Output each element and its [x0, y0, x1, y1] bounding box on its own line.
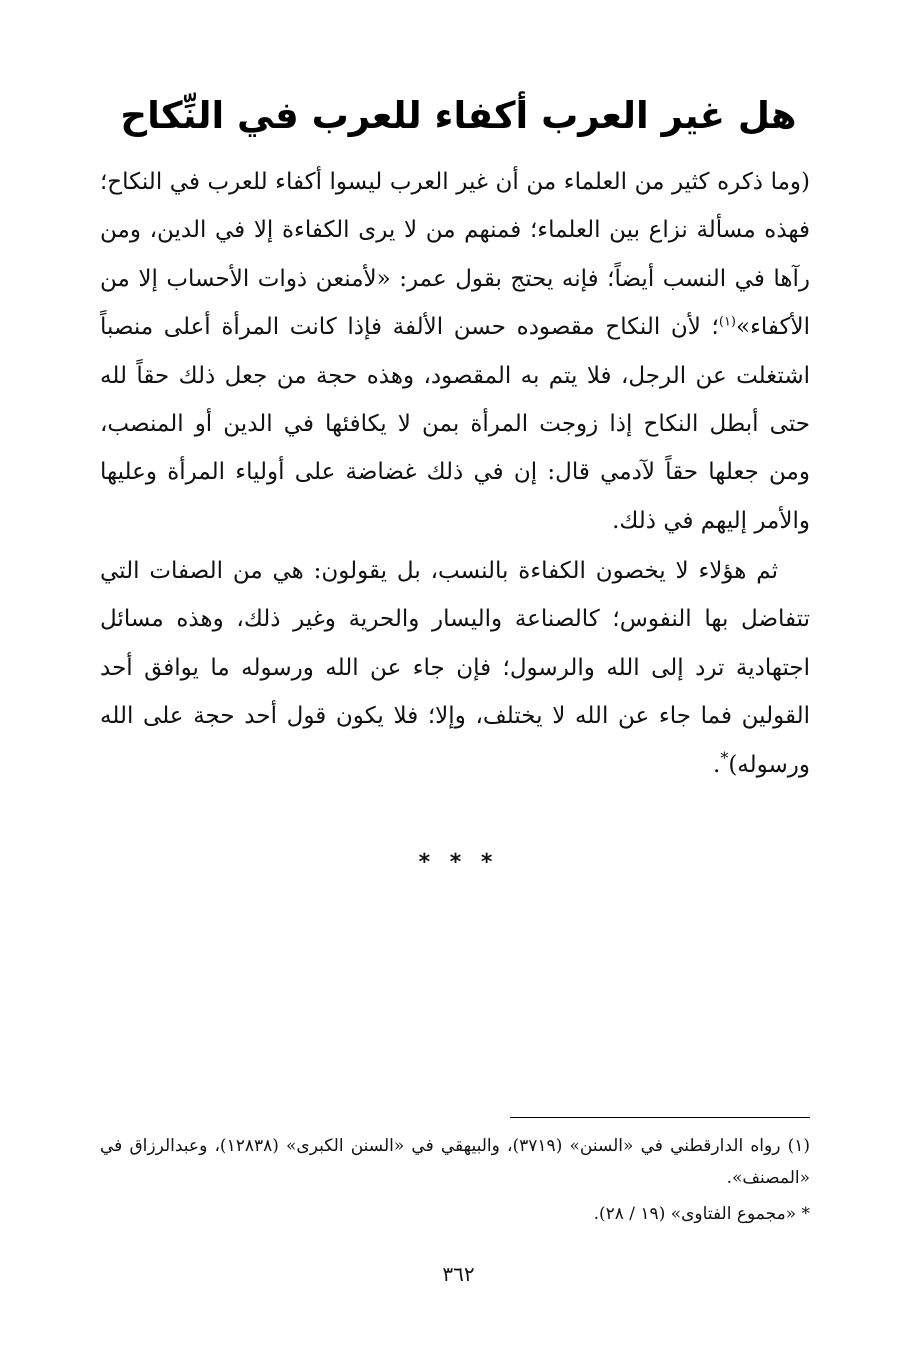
paragraph-1-text-after-ref: ؛ لأن النكاح مقصوده حسن الألفة فإذا كانت المرأة أعلى منصباً اشتغلت عن الرجل، فلا يتم به المقصود، وهذه حجة من جعل ذلك حقاً لله حتى أبطل النكاح إذا زوجت المرأة بمن لا يكافئها في الدين أو المنصب، ومن جعلها حقاً لآدمي قال: إن في ذلك غضاضة على أولياء المرأة وعليها والأمر إليهم في ذلك. [100, 314, 810, 534]
footnote-1: (١) رواه الدارقطني في «السنن» (٣٧١٩)، والبيهقي في «السنن الكبرى» (١٢٨٣٨)، وعبدالرزاق في «المصنف». [100, 1136, 810, 1188]
page-number: ٣٦٢ [442, 1262, 475, 1286]
body-paragraph-2 [100, 547, 810, 789]
footnote-reference-1: (١) [718, 314, 736, 330]
page-title: هل غير العرب أكفاء للعرب في النِّكاح [120, 94, 797, 137]
footnote-star [100, 1198, 810, 1230]
footnote-star-text: «مجموع الفتاوى» (١٩ / ٢٨). [593, 1204, 797, 1224]
body-paragraph-1 [100, 158, 810, 545]
paragraph-1-text-before-ref: (وما ذكره كثير من العلماء من أن غير العرب ليسوا أكفاء للعرب في النكاح؛ فهذه مسألة نزاع بين العلماء؛ فمنهم من لا يرى الكفاءة إلا في الدين، ومن رآها في النسب أيضاً؛ فإنه يحتج بقول عمر: «لأمنعن ذوات الأحساب إلا من الأكفاء» [100, 169, 811, 341]
paragraph-2-text: ثم هؤلاء لا يخصون الكفاءة بالنسب، بل يقولون: هي من الصفات التي تتفاضل بها النفوس؛ كالصناعة واليسار والحرية وغير ذلك، وهذه مسائل اجتهادية ترد إلى الله والرسول؛ فإن جاء عن الله ورسوله ما يوافق أحد القولين فما جاء عن الله لا يختلف، وإلا؛ فلا يكون قول أحد حجة على الله ورسوله) [100, 558, 810, 778]
section-separator: * * * [418, 850, 499, 875]
footnote-star-marker: * [801, 1204, 810, 1224]
source-star-marker: * [720, 747, 729, 767]
footnotes [100, 1130, 810, 1230]
paragraph-2-end: . [713, 751, 721, 778]
footnote-divider [510, 1117, 810, 1118]
